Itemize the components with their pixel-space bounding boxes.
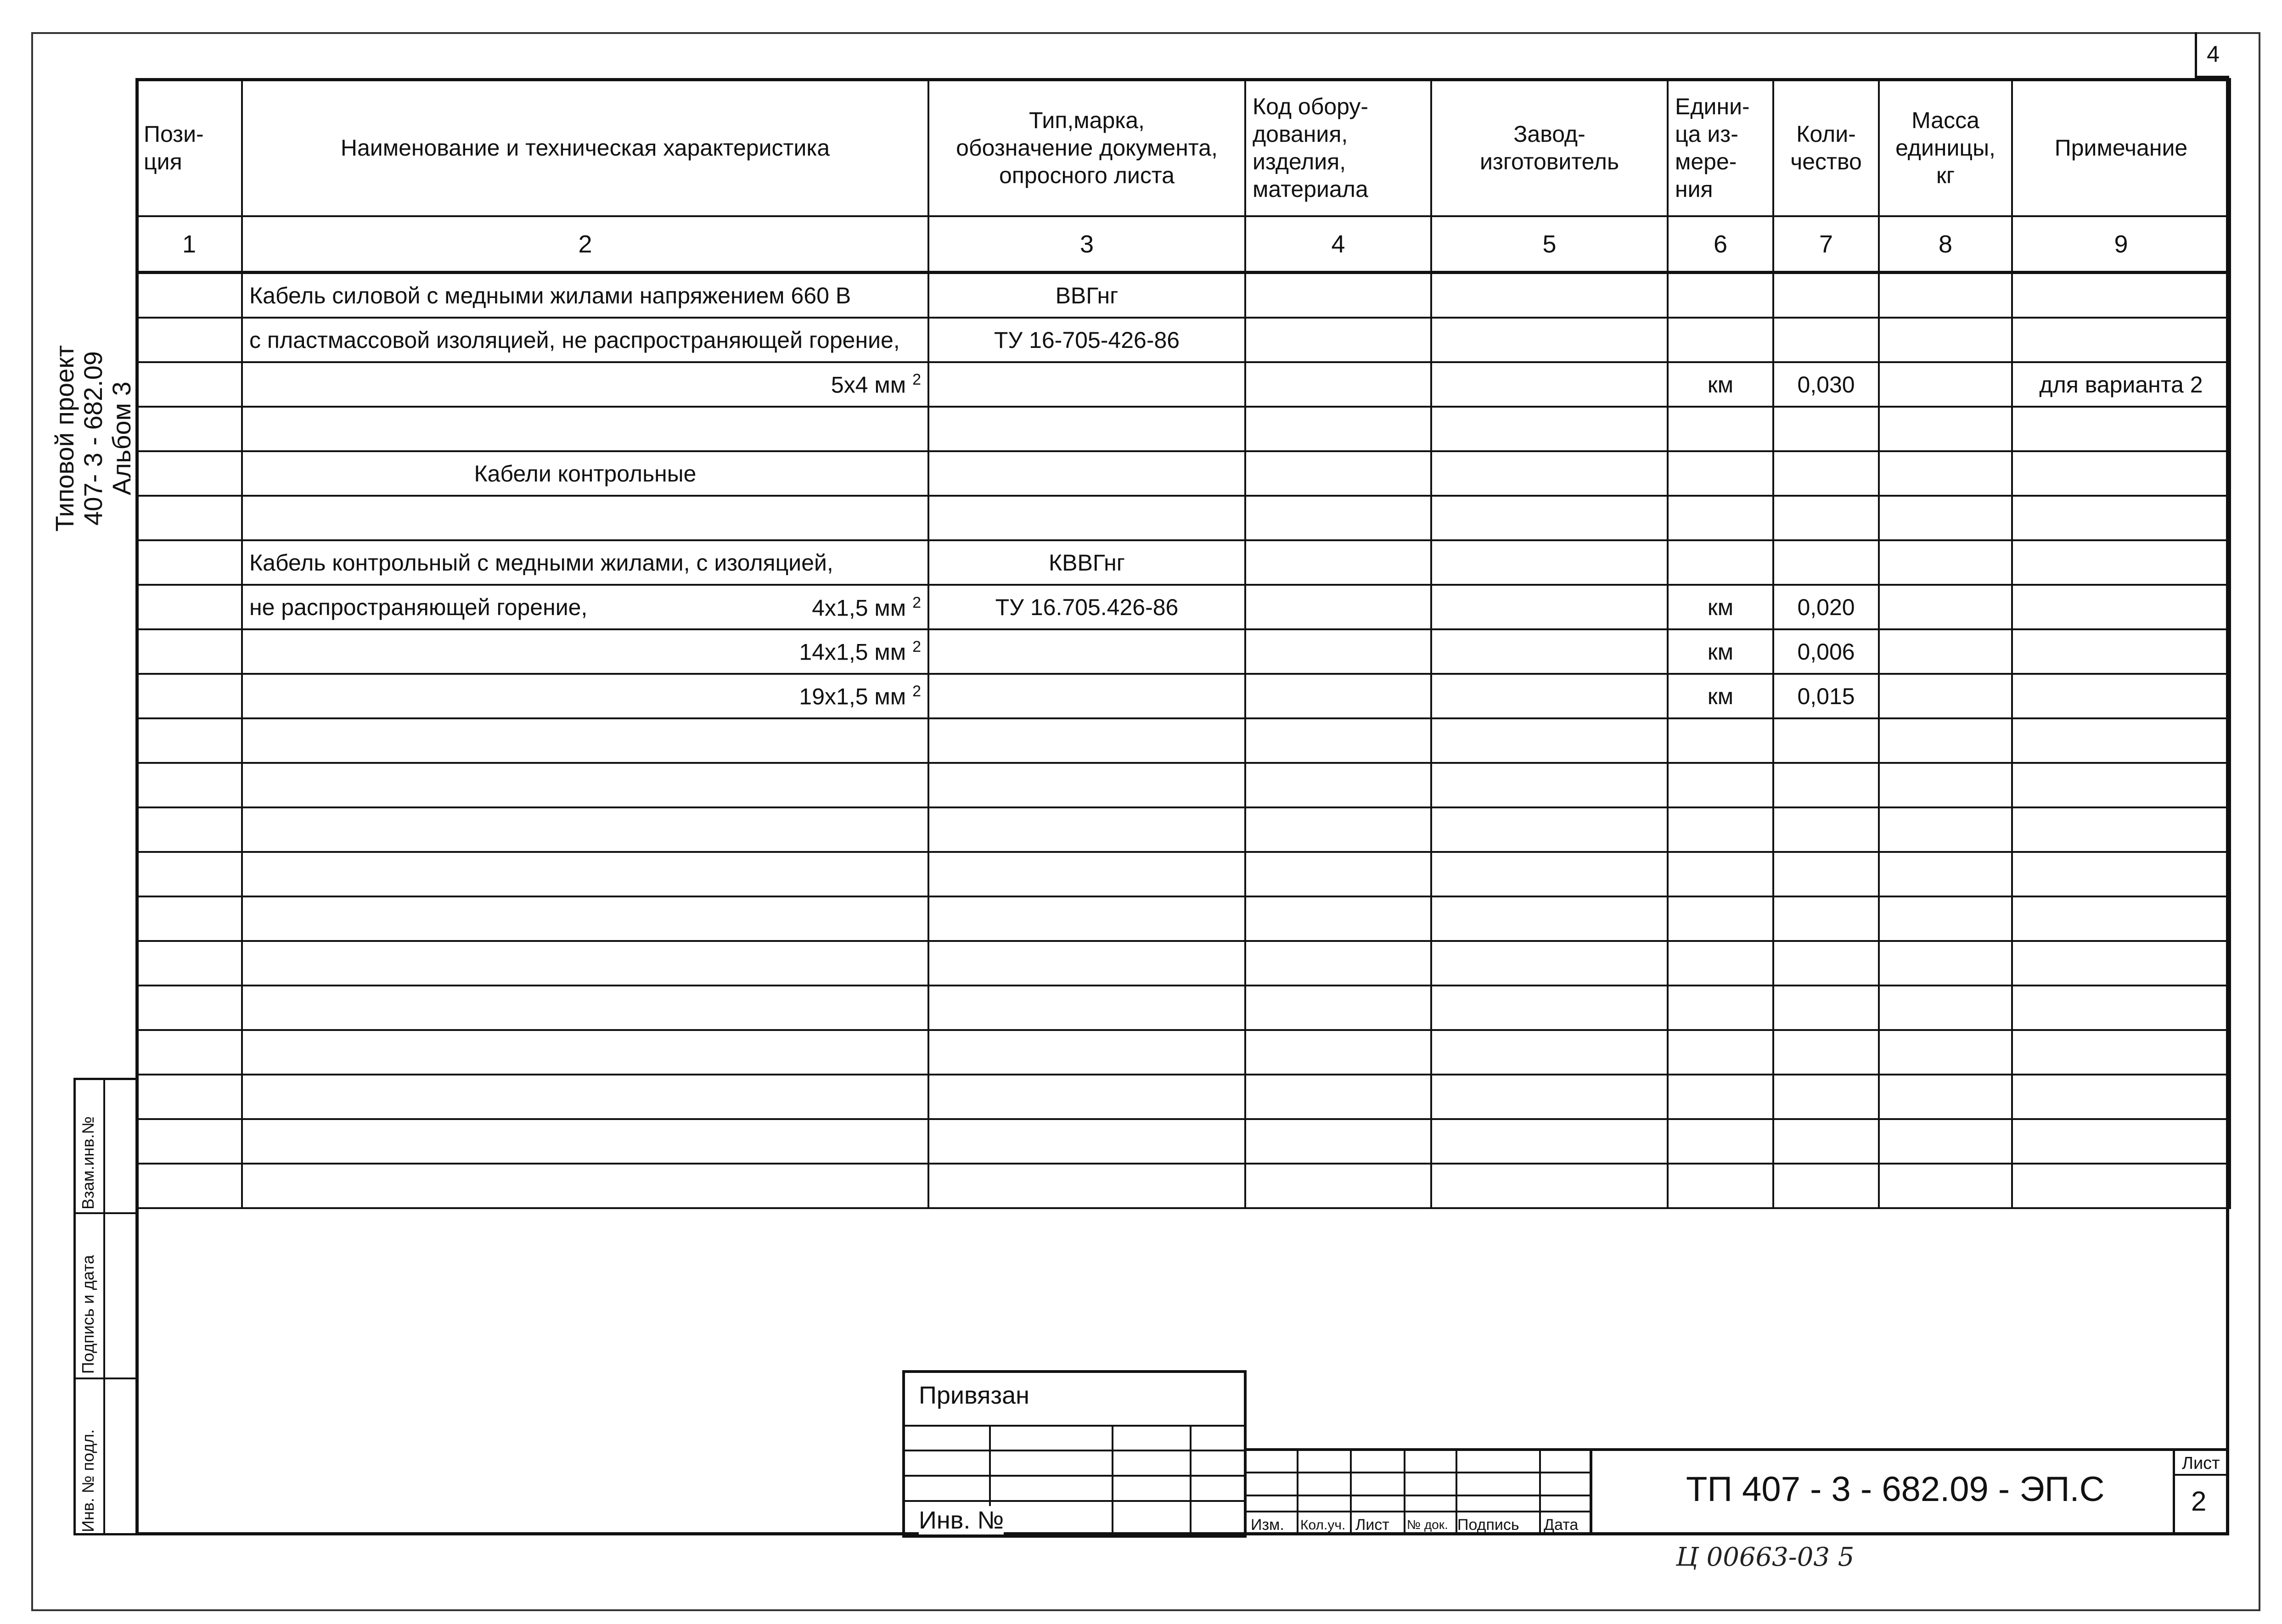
- cell-unit: [1668, 1075, 1773, 1119]
- tb-col-izm: Изм.: [1251, 1516, 1284, 1534]
- cell-size-sup: 2: [912, 682, 921, 700]
- side-title-line1: Типовой проект: [50, 345, 79, 532]
- cell-type: [928, 718, 1245, 763]
- column-number-row: [136, 216, 2230, 273]
- cell-size-sup: 2: [912, 594, 921, 611]
- cell-type: [928, 407, 1245, 451]
- cell-manufacturer: [1431, 1164, 1668, 1208]
- table-row: [136, 451, 2230, 496]
- cell-manufacturer: [1431, 986, 1668, 1030]
- cell-manufacturer: [1431, 496, 1668, 540]
- table-row: [136, 896, 2230, 941]
- cell-unit: [1668, 763, 1773, 807]
- cell-name: [242, 896, 928, 941]
- cell-unit: км: [1668, 362, 1773, 407]
- cell-note: [2012, 852, 2230, 896]
- cell-position: [136, 986, 242, 1030]
- cell-quantity: [1773, 540, 1879, 585]
- cell-manufacturer: [1431, 941, 1668, 986]
- cell-unit: [1668, 941, 1773, 986]
- cell-quantity: [1773, 451, 1879, 496]
- cell-code: [1245, 318, 1431, 362]
- cell-quantity: [1773, 407, 1879, 451]
- cell-size-text: 4х1,5 мм: [812, 595, 906, 621]
- cell-mass: [1879, 451, 2012, 496]
- table-row: [136, 852, 2230, 896]
- cell-mass: [1879, 585, 2012, 629]
- cell-position: [136, 585, 242, 629]
- cell-note: [2012, 273, 2230, 318]
- cell-position: [136, 318, 242, 362]
- cell-type: КВВГнг: [928, 540, 1245, 585]
- cell-unit: [1668, 496, 1773, 540]
- cell-type: [928, 763, 1245, 807]
- cell-name: [242, 629, 928, 674]
- cell-code: [1245, 1119, 1431, 1164]
- side-stamp: [73, 1078, 139, 1535]
- cell-quantity: [1773, 941, 1879, 986]
- cell-manufacturer: [1431, 407, 1668, 451]
- cell-mass: [1879, 1119, 2012, 1164]
- cell-code: [1245, 273, 1431, 318]
- cell-name: Кабель силовой с медными жилами напряжением 660 В: [242, 273, 928, 318]
- cell-name: [242, 1075, 928, 1119]
- cell-mass: [1879, 941, 2012, 986]
- column-number: 1: [136, 216, 242, 273]
- cell-mass: [1879, 718, 2012, 763]
- cell-unit: [1668, 896, 1773, 941]
- title-block: [1245, 1448, 2229, 1535]
- tb-col-data: Дата: [1544, 1516, 1579, 1534]
- cell-note: [2012, 941, 2230, 986]
- cell-mass: [1879, 852, 2012, 896]
- cell-note: [2012, 807, 2230, 852]
- cell-position: [136, 941, 242, 986]
- cell-quantity: [1773, 273, 1879, 318]
- cell-unit: км: [1668, 674, 1773, 718]
- column-number: 4: [1245, 216, 1431, 273]
- cell-code: [1245, 629, 1431, 674]
- cell-position: [136, 1030, 242, 1075]
- cell-manufacturer: [1431, 763, 1668, 807]
- cell-position: [136, 763, 242, 807]
- cell-position: [136, 852, 242, 896]
- cell-unit: [1668, 1119, 1773, 1164]
- document-designation: ТП 407 - 3 - 682.09 - ЭП.С: [1686, 1470, 2105, 1509]
- cell-name: [242, 496, 928, 540]
- cell-quantity: [1773, 1164, 1879, 1208]
- table-row: [136, 1030, 2230, 1075]
- cell-position: [136, 407, 242, 451]
- cell-note: [2012, 407, 2230, 451]
- cell-position: [136, 273, 242, 318]
- cell-mass: [1879, 986, 2012, 1030]
- cell-note: [2012, 763, 2230, 807]
- header-cell: Код обору- дования, изделия, материала: [1245, 79, 1431, 216]
- cell-mass: [1879, 1164, 2012, 1208]
- cell-name: [242, 718, 928, 763]
- cell-note: [2012, 451, 2230, 496]
- cell-unit: [1668, 1164, 1773, 1208]
- header-cell: Завод- изготовитель: [1431, 79, 1668, 216]
- cell-manufacturer: [1431, 585, 1668, 629]
- cell-manufacturer: [1431, 629, 1668, 674]
- cell-code: [1245, 496, 1431, 540]
- header-cell: Масса единицы, кг: [1879, 79, 2012, 216]
- tb-col-podpis: Подпись: [1457, 1516, 1519, 1534]
- cell-code: [1245, 718, 1431, 763]
- cell-position: [136, 1119, 242, 1164]
- cell-unit: [1668, 852, 1773, 896]
- cell-quantity: [1773, 318, 1879, 362]
- side-title: [51, 335, 136, 542]
- cell-note: [2012, 496, 2230, 540]
- header-cell: Примечание: [2012, 79, 2230, 216]
- tb-col-ndok: № док.: [1407, 1518, 1448, 1532]
- cell-manufacturer: [1431, 273, 1668, 318]
- cell-type: ВВГнг: [928, 273, 1245, 318]
- cell-type: [928, 807, 1245, 852]
- cell-code: [1245, 585, 1431, 629]
- table-row: [136, 540, 2230, 585]
- cell-type: [928, 1164, 1245, 1208]
- table-row: [136, 1164, 2230, 1208]
- cell-type: [928, 674, 1245, 718]
- cell-manufacturer: [1431, 807, 1668, 852]
- cell-quantity: [1773, 807, 1879, 852]
- cell-code: [1245, 807, 1431, 852]
- cell-size-text: 19х1,5 мм: [799, 683, 906, 710]
- cell-position: [136, 540, 242, 585]
- cell-mass: [1879, 1075, 2012, 1119]
- sheet-value: 2: [2191, 1486, 2207, 1517]
- cell-position: [136, 629, 242, 674]
- cell-unit: [1668, 718, 1773, 763]
- cell-type: [928, 986, 1245, 1030]
- side-title-line2: 407- 3 - 682.09: [79, 351, 107, 526]
- cell-position: [136, 718, 242, 763]
- cell-name: [242, 852, 928, 896]
- table-row: [136, 629, 2230, 674]
- table-row: [136, 718, 2230, 763]
- cell-code: [1245, 763, 1431, 807]
- cell-code: [1245, 896, 1431, 941]
- cell-mass: [1879, 407, 2012, 451]
- cell-quantity: 0,030: [1773, 362, 1879, 407]
- cell-name: [242, 986, 928, 1030]
- cell-mass: [1879, 318, 2012, 362]
- table-row: [136, 941, 2230, 986]
- table-row: [136, 763, 2230, 807]
- cell-quantity: 0,015: [1773, 674, 1879, 718]
- cell-note: [2012, 585, 2230, 629]
- cell-code: [1245, 407, 1431, 451]
- cell-type: [928, 1119, 1245, 1164]
- cell-manufacturer: [1431, 674, 1668, 718]
- cell-code: [1245, 1030, 1431, 1075]
- cell-code: [1245, 540, 1431, 585]
- cell-mass: [1879, 807, 2012, 852]
- handwritten-note: Ц 00663-03 5: [1676, 1542, 1855, 1572]
- cell-type: [928, 1030, 1245, 1075]
- cell-name: [242, 674, 928, 718]
- cell-manufacturer: [1431, 1030, 1668, 1075]
- cell-manufacturer: [1431, 852, 1668, 896]
- cell-note: [2012, 629, 2230, 674]
- table-row: [136, 496, 2230, 540]
- cell-mass: [1879, 896, 2012, 941]
- table-row: [136, 674, 2230, 718]
- tb-col-kolich: Кол.уч.: [1300, 1518, 1346, 1533]
- cell-manufacturer: [1431, 1075, 1668, 1119]
- cell-quantity: [1773, 763, 1879, 807]
- cell-note: [2012, 674, 2230, 718]
- table-row: [136, 585, 2230, 629]
- cell-unit: [1668, 540, 1773, 585]
- specification-table: [135, 78, 2231, 1209]
- cell-unit: км: [1668, 629, 1773, 674]
- cell-name: [242, 585, 928, 629]
- cell-manufacturer: [1431, 451, 1668, 496]
- cell-manufacturer: [1431, 896, 1668, 941]
- cell-note: для варианта 2: [2012, 362, 2230, 407]
- cell-type: [928, 896, 1245, 941]
- cell-unit: [1668, 407, 1773, 451]
- binding-inv: Инв. №: [919, 1506, 1004, 1534]
- cell-quantity: [1773, 986, 1879, 1030]
- cell-unit: [1668, 273, 1773, 318]
- cell-code: [1245, 362, 1431, 407]
- cell-name: с пластмассовой изоляцией, не распространяющей горение,: [242, 318, 928, 362]
- cell-note: [2012, 1164, 2230, 1208]
- cell-note: [2012, 986, 2230, 1030]
- cell-code: [1245, 1164, 1431, 1208]
- cell-name: [242, 941, 928, 986]
- cell-name: Кабели контрольные: [242, 451, 928, 496]
- cell-mass: [1879, 496, 2012, 540]
- cell-mass: [1879, 1030, 2012, 1075]
- cell-mass: [1879, 763, 2012, 807]
- cell-type: [928, 496, 1245, 540]
- cell-unit: [1668, 318, 1773, 362]
- cell-name: [242, 1164, 928, 1208]
- cell-mass: [1879, 540, 2012, 585]
- header-row: [136, 79, 2230, 216]
- cell-name: [242, 763, 928, 807]
- cell-quantity: [1773, 1075, 1879, 1119]
- cell-quantity: [1773, 718, 1879, 763]
- cell-position: [136, 451, 242, 496]
- cell-position: [136, 674, 242, 718]
- cell-quantity: 0,006: [1773, 629, 1879, 674]
- header-cell: Пози- ция: [136, 79, 242, 216]
- cell-position: [136, 496, 242, 540]
- cell-manufacturer: [1431, 540, 1668, 585]
- table-row: [136, 407, 2230, 451]
- cell-manufacturer: [1431, 718, 1668, 763]
- cell-position: [136, 1164, 242, 1208]
- cell-note: [2012, 1075, 2230, 1119]
- cell-unit: [1668, 986, 1773, 1030]
- stamp-label-podpis: Подпись и дата: [79, 1255, 97, 1374]
- cell-quantity: [1773, 896, 1879, 941]
- cell-size-text: 14х1,5 мм: [799, 639, 906, 665]
- cell-note: [2012, 896, 2230, 941]
- cell-unit: [1668, 807, 1773, 852]
- cell-position: [136, 1075, 242, 1119]
- cell-type: [928, 451, 1245, 496]
- cell-unit: [1668, 1030, 1773, 1075]
- column-number: 8: [1879, 216, 2012, 273]
- table-row: [136, 986, 2230, 1030]
- tb-col-list: Лист: [1355, 1516, 1389, 1534]
- cell-type: [928, 1075, 1245, 1119]
- cell-name: [242, 1030, 928, 1075]
- cell-note: [2012, 1030, 2230, 1075]
- cell-quantity: 0,020: [1773, 585, 1879, 629]
- column-number: 7: [1773, 216, 1879, 273]
- cell-name-size: [812, 594, 921, 622]
- cell-code: [1245, 852, 1431, 896]
- table-row: [136, 1119, 2230, 1164]
- cell-manufacturer: [1431, 362, 1668, 407]
- cell-name: [242, 407, 928, 451]
- cell-type: [928, 362, 1245, 407]
- cell-quantity: [1773, 1119, 1879, 1164]
- column-number: 6: [1668, 216, 1773, 273]
- cell-type: [928, 629, 1245, 674]
- cell-unit: км: [1668, 585, 1773, 629]
- cell-mass: [1879, 674, 2012, 718]
- header-cell: Коли- чество: [1773, 79, 1879, 216]
- table-row: [136, 807, 2230, 852]
- table-row: [136, 1075, 2230, 1119]
- cell-code: [1245, 451, 1431, 496]
- cell-note: [2012, 1119, 2230, 1164]
- cell-code: [1245, 1075, 1431, 1119]
- cell-mass: [1879, 273, 2012, 318]
- cell-type: ТУ 16.705.426-86: [928, 585, 1245, 629]
- cell-manufacturer: [1431, 318, 1668, 362]
- cell-unit: [1668, 451, 1773, 496]
- header-cell: Тип,марка, обозначение документа, опросного листа: [928, 79, 1245, 216]
- column-number: 5: [1431, 216, 1668, 273]
- table-row: [136, 318, 2230, 362]
- cell-position: [136, 896, 242, 941]
- cell-quantity: [1773, 496, 1879, 540]
- cell-note: [2012, 540, 2230, 585]
- stamp-label-vzam: Взам.инв.№: [79, 1116, 97, 1210]
- cell-name: [242, 362, 928, 407]
- cell-code: [1245, 986, 1431, 1030]
- cell-size-text: 5х4 мм: [831, 372, 906, 398]
- page-number: 4: [2195, 32, 2229, 78]
- cell-name-text: не распространяющей горение,: [249, 594, 588, 620]
- binding-block: [902, 1370, 1247, 1538]
- sheet-label: Лист: [2182, 1454, 2220, 1473]
- column-number: 3: [928, 216, 1245, 273]
- cell-type: ТУ 16-705-426-86: [928, 318, 1245, 362]
- cell-note: [2012, 718, 2230, 763]
- cell-code: [1245, 674, 1431, 718]
- cell-type: [928, 941, 1245, 986]
- stamp-label-inv: Инв. № подл.: [79, 1429, 97, 1532]
- column-number: 2: [242, 216, 928, 273]
- cell-mass: [1879, 629, 2012, 674]
- table-row: [136, 273, 2230, 318]
- cell-size-sup: 2: [912, 638, 921, 655]
- table-row: [136, 362, 2230, 407]
- cell-position: [136, 362, 242, 407]
- side-title-line3: Альбом 3: [107, 381, 136, 495]
- cell-code: [1245, 941, 1431, 986]
- cell-quantity: [1773, 1030, 1879, 1075]
- cell-name: [242, 1119, 928, 1164]
- cell-type: [928, 852, 1245, 896]
- cell-quantity: [1773, 852, 1879, 896]
- cell-mass: [1879, 362, 2012, 407]
- binding-title: Привязан: [919, 1382, 1029, 1409]
- cell-manufacturer: [1431, 1119, 1668, 1164]
- cell-size-sup: 2: [912, 370, 921, 388]
- header-cell: Едини- ца из- мере- ния: [1668, 79, 1773, 216]
- cell-name: [242, 807, 928, 852]
- header-cell: Наименование и техническая характеристика: [242, 79, 928, 216]
- column-number: 9: [2012, 216, 2230, 273]
- cell-name: Кабель контрольный с медными жилами, с изоляцией,: [242, 540, 928, 585]
- cell-position: [136, 807, 242, 852]
- cell-note: [2012, 318, 2230, 362]
